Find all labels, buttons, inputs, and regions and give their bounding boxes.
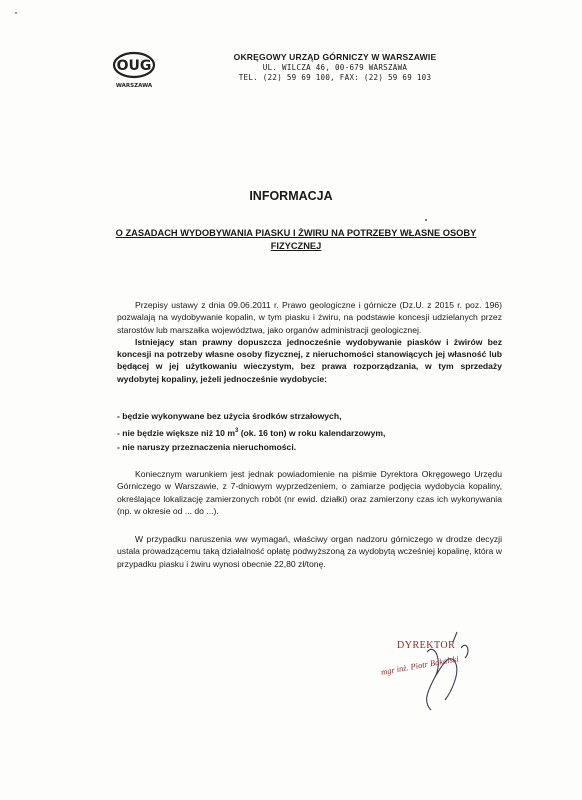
paragraph-notification-text: Koniecznym warunkiem jest jednak powiadomienie na piśmie Dyrektora Okręgowego Urzędu Górniczego w Warszawie, z 7-dniowym wyprzedzeniem, o zamiarze podjęcia wydobycia kopaliny, określające lokalizację zamierzonych robót (nr ewid. działki) oraz zamierzony czas ich wykonywania (np. w okresie od ... do ...). [117, 469, 502, 516]
org-address: UL. WILCZA 46, 00-679 WARSZAWA [262, 63, 408, 72]
logo-city: WARSZAWA [115, 83, 153, 89]
paragraph-intro-bold: Istniejący stan prawny dopuszcza jednocześnie wydobywanie piasków i żwirów bez koncesji na potrzeby własne osoby fizycznej, z nieruchomości stanowiących jej własność lub będącej w jej użytkowaniu wieczystym, bez prawa rozporządzania, w tym sprzedaży wydobytej kopaliny, jeżeli jednocześnie wydobycie: [117, 336, 502, 384]
conditions-list [117, 409, 502, 454]
signature-title: DYREKTOR [397, 640, 456, 651]
list-item: - nie naruszy przeznaczenia nieruchomości. [117, 441, 297, 452]
document-subtitle: O ZASADACH WYDOBYWANIA PIASKU I ŻWIRU NA POTRZEBY WŁASNE OSOBY FIZYCZNEJ [115, 228, 477, 251]
oug-logo [110, 50, 158, 90]
paragraph-penalty-text: W przypadku naruszenia ww wymagań, właściwy organ nadzoru górniczego w drodze decyzji ustala prowadzącemu taką działalność opłatę podwyższoną za wydobytą wcześniej kopalinę, która w przypadku piasku i żwiru wynosi obecnie 22,80 zł/tonę. [117, 534, 502, 569]
paragraph-notification [117, 468, 502, 517]
paragraph-intro-text: Przepisy ustawy z dnia 09.06.2011 r. Prawo geologiczne i górnicze (Dz.U. z 2015 r. poz. 196) pozwalają na wydobywanie kopalin, w tym piasku i żwiru, na podstawie koncesji udzielanych przez starostów lub marszałka województwa, jako organów administracji geologicznej. [117, 300, 502, 335]
letterhead [185, 52, 485, 82]
scan-speck [425, 219, 427, 221]
list-item: - nie będzie większe niż 10 $m^3$ (ok. 16 ton) w roku kalendarzowym, [117, 427, 386, 438]
document-title: INFORMACJA [249, 189, 333, 203]
org-name: OKRĘGOWY URZĄD GÓRNICZY W WARSZAWIE [233, 52, 437, 62]
logo-text: OUG [116, 58, 152, 74]
scan-speck [15, 12, 17, 14]
list-item: - będzie wykonywane bez użycia środków strzałowych, [117, 411, 342, 421]
signature-name: mgr inż. Piotr Bakalski [380, 653, 460, 677]
paragraph-penalty [117, 533, 502, 570]
org-phone: TEL. (22) 59 69 100, FAX: (22) 59 69 103 [238, 73, 432, 82]
paragraph-intro [117, 299, 502, 385]
